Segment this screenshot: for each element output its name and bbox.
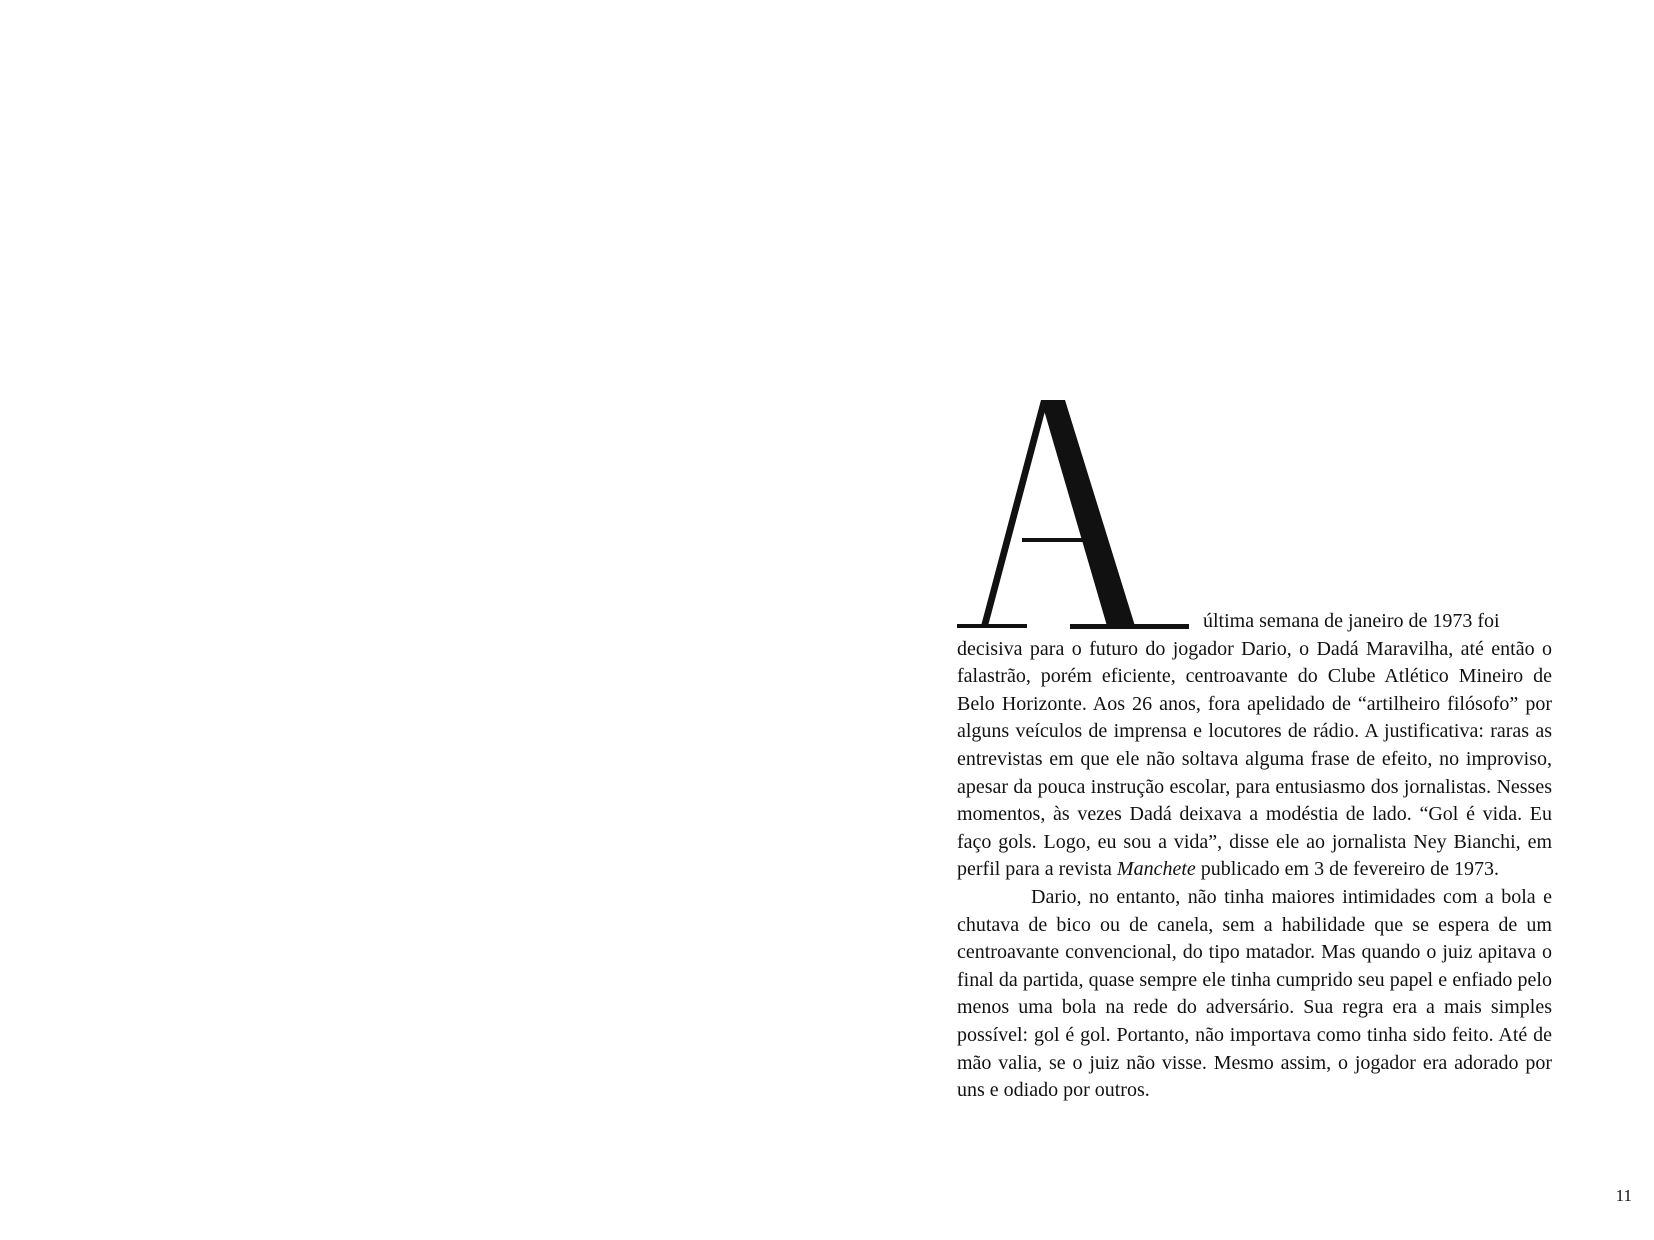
first-line: última semana de janeiro de 1973 foi — [1203, 610, 1500, 632]
paragraph-1-text: decisiva para o futuro do jogador Dario, o Dadá Maravilha, até então o falastrão, porém eficiente, centroavante do Clube Atlético Mineiro de Belo Horizonte. Aos 26 anos, fora apelidado de “artilheiro filósofo” por alguns veículos de imprensa e locutores de rádio. A justificativa: raras as entrevistas em que ele não soltava alguma frase de efeito, no improviso, apesar da pouca instrução escolar, para entusiasmo dos jornalistas. Nesses momentos, às vezes Dadá deixava a modéstia de lado. “Gol é vida. Eu faço gols. Logo, eu sou a vida”, disse ele ao jornalista Ney Bianchi, em perfil para a revista — [957, 637, 1552, 881]
drop-cap — [957, 400, 1189, 630]
page-number: 11 — [1615, 1186, 1632, 1205]
paragraph-1 — [957, 608, 1552, 884]
magazine-title: Manchete — [1116, 858, 1196, 881]
paragraph-2: Dario, no entanto, não tinha maiores intimidades com a bola e chutava de bico ou de canela, sem a habilidade que se espera de um centroavante convencional, do tipo matador. Mas quando o juiz apitava o final da partida, quase sempre ele tinha cumprido seu papel e enfiado pelo menos uma bola na rede do adversário. Sua regra era a mais simples possível: gol é gol. Portanto, não importava como tinha sido feito. Até de mão valia, se o juiz não visse. Mesmo assim, o jogador era adorado por uns e odiado por outros. — [957, 885, 1552, 1102]
body-text — [957, 608, 1552, 1105]
paragraph-1-end: publicado em 3 de fevereiro de 1973. — [1195, 858, 1500, 881]
